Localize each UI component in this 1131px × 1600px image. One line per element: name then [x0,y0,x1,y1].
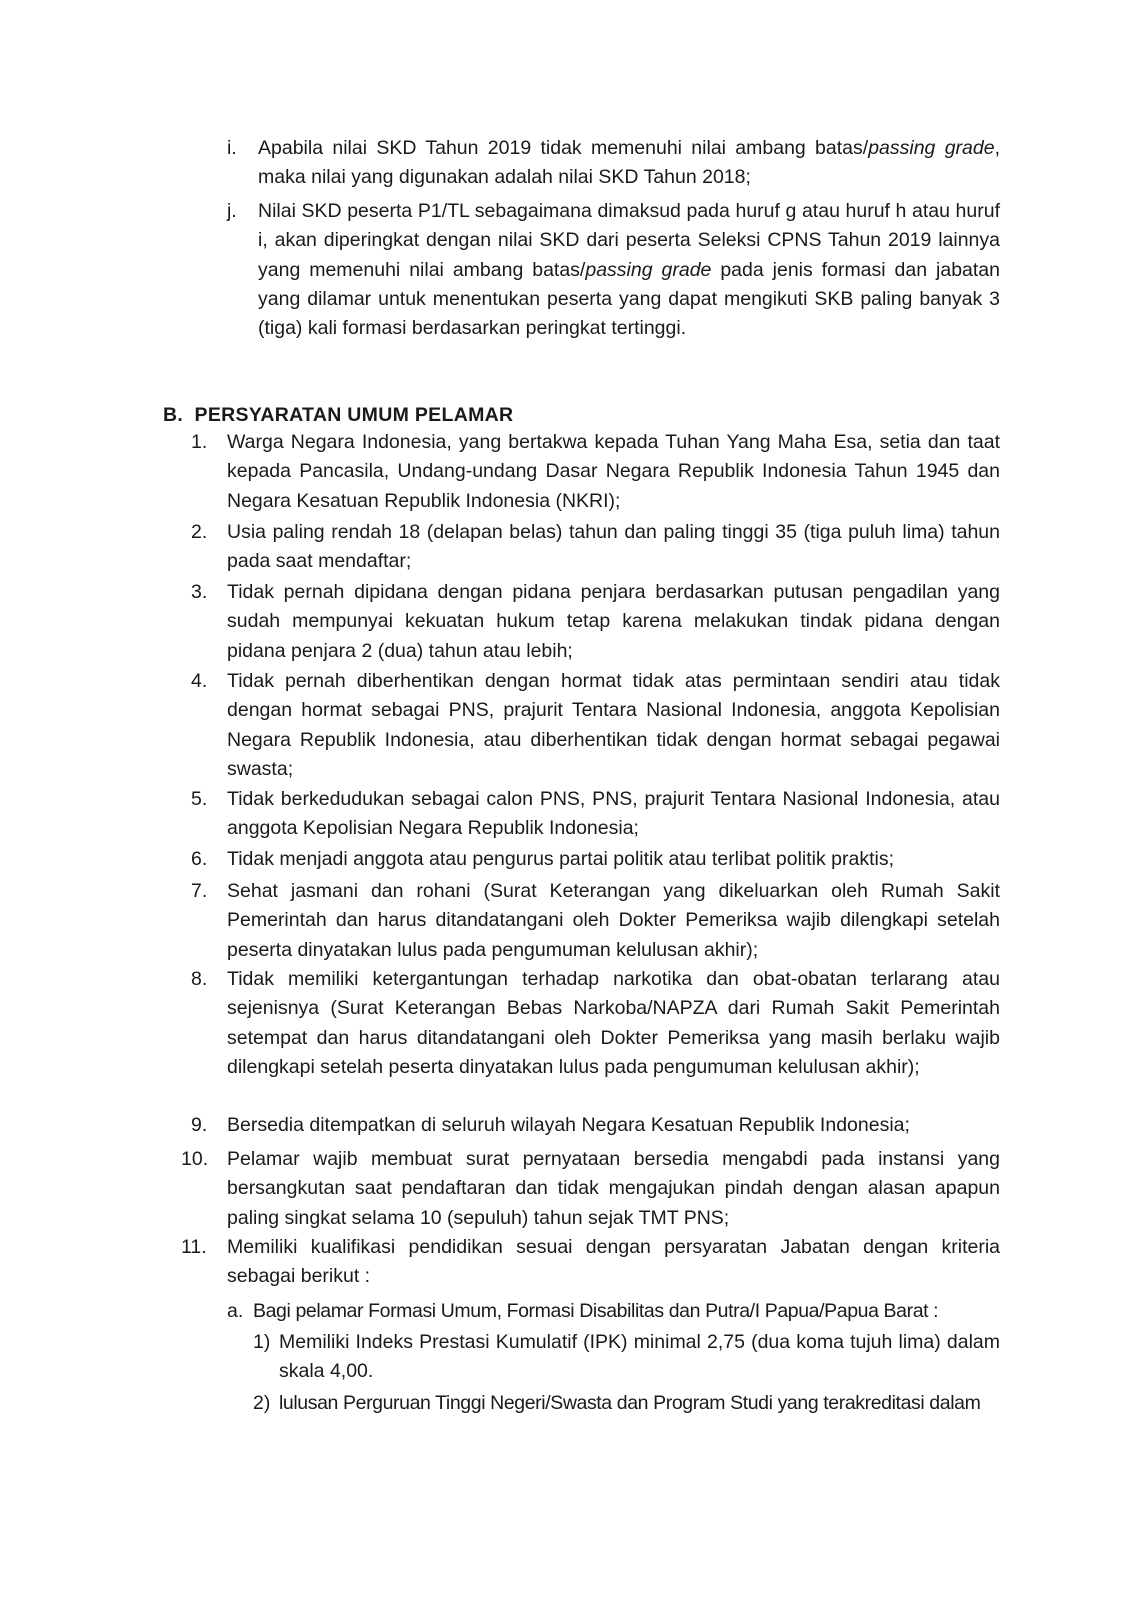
list-item [191,578,1000,666]
list-item-j [227,197,1000,343]
list-item [191,428,1000,516]
item-number: 3. [191,581,208,603]
item-letter: a. [227,1300,244,1322]
item-text: Warga Negara Indonesia, yang bertakwa kepada Tuhan Yang Maha Esa, setia dan taat kepada Pancasila, Undang-undang Dasar Negara Republik Indonesia Tahun 1945 dan Negara Kesatuan Republik Indonesia (NKRI); [227,431,1000,512]
list-item [191,518,1000,577]
item-number: 8. [191,968,208,990]
item-text: Memiliki Indeks Prestasi Kumulatif (IPK) minimal 2,75 (dua koma tujuh lima) dalam skala 4,00. [279,1331,1000,1383]
item-text: Tidak berkedudukan sebagai calon PNS, PNS, prajurit Tentara Nasional Indonesia, atau anggota Kepolisian Negara Republik Indonesia; [227,788,1000,840]
item-number: 2. [191,521,208,543]
item-marker: j. [227,200,237,222]
item-number: 11. [181,1236,207,1258]
item-number: 9. [191,1114,208,1136]
item-text: Bagi pelamar Formasi Umum, Formasi Disabilitas dan Putra/I Papua/Papua Barat : [253,1300,939,1322]
item-text: Memiliki kualifikasi pendidikan sesuai dengan persyaratan Jabatan dengan kriteria sebagai berikut : [227,1236,1000,1288]
item-i-text: Apabila nilai SKD Tahun 2019 tidak memenuhi nilai ambang batas/passing grade, maka nilai yang digunakan adalah nilai SKD Tahun 2018; [258,137,1000,189]
item-number: 10. [181,1148,209,1170]
item-number: 1) [253,1331,271,1353]
list-item [191,965,1000,1082]
item-number: 5. [191,788,208,810]
list-item [191,845,1000,874]
item-text: Bersedia ditempatkan di seluruh wilayah Negara Kesatuan Republik Indonesia; [227,1114,910,1136]
item-number: 4. [191,670,208,692]
item-text: Tidak pernah dipidana dengan pidana penjara berdasarkan putusan pengadilan yang sudah mempunyai kekuatan hukum tetap karena melakukan tindak pidana dengan pidana penjara 2 (dua) tahun atau lebih; [227,581,1000,662]
item-text: Pelamar wajib membuat surat pernyataan bersedia mengabdi pada instansi yang bersangkutan saat pendaftaran dan tidak mengajukan pindah dengan alasan apapun paling singkat selama 10 (sepuluh) tahun sejak TMT PNS; [227,1148,1000,1229]
list-item [191,667,1000,784]
list-item [181,1233,1000,1292]
sub-list-item-a [227,1297,1000,1326]
item-text: Usia paling rendah 18 (delapan belas) tahun dan paling tinggi 35 (tiga puluh lima) tahun pada saat mendaftar; [227,521,1000,573]
item-number: 1. [191,431,208,453]
list-item [191,1111,1000,1140]
item-number: 6. [191,848,208,870]
nested-list-item [253,1328,1000,1387]
list-item [181,1145,1000,1233]
item-j-text: Nilai SKD peserta P1/TL sebagaimana dimaksud pada huruf g atau huruf h atau huruf i, akan diperingkat dengan nilai SKD dari peserta Seleksi CPNS Tahun 2019 lainnya yang memenuhi nilai ambang batas/passing grade pada jenis formasi dan jabatan yang dilamar untuk menentukan peserta yang dapat mengikuti SKB paling banyak 3 (tiga) kali formasi berdasarkan peringkat tertinggi. [258,200,1000,340]
item-text: Tidak menjadi anggota atau pengurus partai politik atau terlibat politik praktis; [227,848,894,870]
list-item [191,785,1000,844]
item-text: Tidak memiliki ketergantungan terhadap narkotika dan obat-obatan terlarang atau sejenisnya (Surat Keterangan Bebas Narkoba/NAPZA dari Rumah Sakit Pemerintah setempat dan harus ditandatangani oleh Dokter Pemeriksa yang masih berlaku wajib dilengkapi setelah peserta dinyatakan lulus pada pengumuman kelulusan akhir); [227,968,1000,1078]
item-number: 7. [191,880,208,902]
item-text: Sehat jasmani dan rohani (Surat Keterangan yang dikeluarkan oleh Rumah Sakit Pemerintah dan harus ditandatangani oleh Dokter Pemeriksa wajib dilengkapi setelah peserta dinyatakan lulus pada pengumuman kelulusan akhir); [227,880,1000,961]
item-marker: i. [227,137,237,159]
section-heading: B. PERSYARATAN UMUM PELAMAR [163,404,514,426]
list-item-i [227,134,1000,193]
nested-list-item [253,1389,1000,1418]
item-text: lulusan Perguruan Tinggi Negeri/Swasta dan Program Studi yang terakreditasi dalam [279,1392,981,1414]
item-number: 2) [253,1392,271,1414]
item-text: Tidak pernah diberhentikan dengan hormat tidak atas permintaan sendiri atau tidak dengan hormat sebagai PNS, prajurit Tentara Nasional Indonesia, anggota Kepolisian Negara Republik Indonesia, atau diberhentikan tidak dengan hormat sebagai pegawai swasta; [227,670,1000,780]
list-item [191,877,1000,965]
